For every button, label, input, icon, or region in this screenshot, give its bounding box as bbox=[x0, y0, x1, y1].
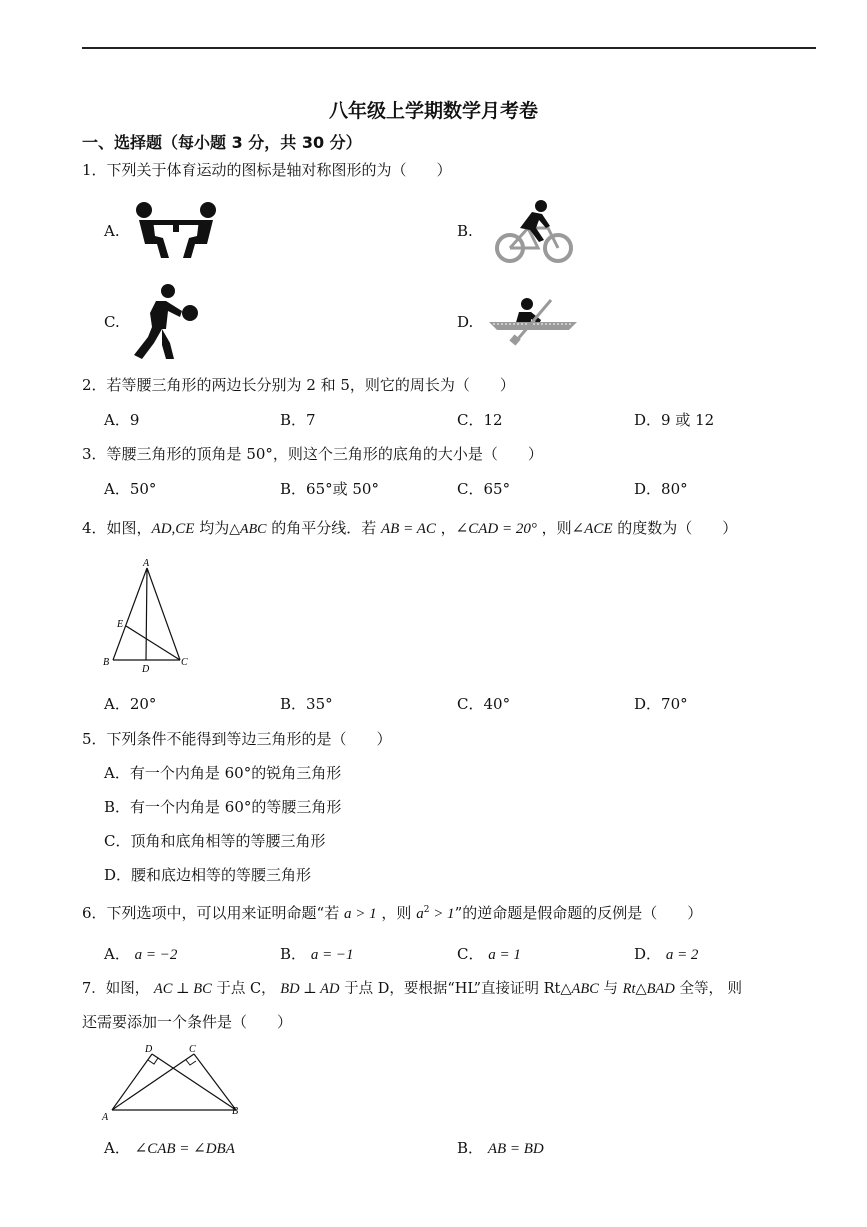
rowing-icon bbox=[487, 296, 579, 348]
q6-option-d bbox=[634, 943, 698, 964]
q5-option-b: B．有一个内角是 60°的等腰三角形 bbox=[104, 798, 342, 816]
q4-stem-prefix: 4．如图， bbox=[82, 519, 152, 537]
q4-stem-mid1: 均为 bbox=[194, 519, 230, 537]
question-1-stem: 1．下列关于体育运动的图标是轴对称图形的为（ ） bbox=[82, 161, 452, 179]
q7-math-3: △ABC bbox=[560, 981, 599, 997]
question-5-stem: 5．下列条件不能得到等边三角形的是（ ） bbox=[82, 730, 392, 748]
q7-text-4: 全等， 则 bbox=[674, 981, 743, 997]
ball-throw-icon bbox=[130, 283, 202, 361]
q4-stem-mid2: 的角平分线．若 bbox=[266, 519, 382, 537]
question-2-stem: 2．若等腰三角形的两边长分别为 2 和 5，则它的周长为（ ） bbox=[82, 376, 515, 394]
q6-stem-mid: ，则 bbox=[381, 904, 412, 922]
cycling-icon bbox=[492, 198, 576, 268]
q6-stem-prefix: 6．下列选项中，可以用来证明命题“若 bbox=[82, 904, 340, 922]
q7-text-1: 于点 C， bbox=[211, 981, 276, 997]
q2-option-b: B．7 bbox=[280, 411, 316, 429]
q6-math-cond2-rest: > 1 bbox=[429, 906, 455, 922]
q6-option-b bbox=[280, 943, 354, 964]
q6-option-d-math: a = 2 bbox=[665, 947, 699, 963]
q1-option-a-label: A. bbox=[104, 222, 120, 240]
q4-label-b: B bbox=[103, 657, 110, 668]
q6-option-c bbox=[457, 943, 521, 964]
q6-stem-suffix: ”的逆命题是假命题的反例是（ ） bbox=[454, 904, 703, 922]
page-title: 八年级上学期数学月考卷 bbox=[328, 100, 538, 122]
q7-math-1: AC ⊥ BC bbox=[153, 981, 212, 997]
q7-label-c: C bbox=[189, 1044, 196, 1055]
q7-math-4: Rt△BAD bbox=[622, 981, 675, 997]
q7-label-a: A bbox=[102, 1112, 109, 1123]
q7-option-a-label: A． bbox=[104, 1139, 130, 1157]
q6-option-a-math: a = −2 bbox=[134, 947, 178, 963]
q6-math-cond1: a > 1 bbox=[344, 906, 377, 922]
q7-label-d: D bbox=[145, 1044, 153, 1055]
q4-option-a: A．20° bbox=[104, 695, 157, 713]
q7-option-a-math: ∠CAB = ∠DBA bbox=[134, 1141, 235, 1157]
question-6-stem bbox=[82, 902, 702, 923]
q2-option-a: A．9 bbox=[104, 411, 140, 429]
q4-option-c: C．40° bbox=[457, 695, 511, 713]
q7-stem-prefix: 7．如图， bbox=[82, 981, 150, 997]
q5-option-d: D．腰和底边相等的等腰三角形 bbox=[104, 866, 312, 884]
q4-math-eq1: AB = AC bbox=[381, 521, 436, 537]
q7-text-2: 于点 D，要根据“HL”直接证明 Rt bbox=[339, 981, 561, 997]
q7-figure bbox=[98, 1040, 248, 1124]
q5-option-a: A．有一个内角是 60°的锐角三角形 bbox=[104, 764, 342, 782]
q1-option-c-label: C. bbox=[104, 313, 120, 331]
q4-triangle-figure bbox=[100, 556, 196, 676]
q6-option-c-math: a = 1 bbox=[488, 947, 521, 963]
q4-label-c: C bbox=[181, 657, 188, 668]
q4-label-d: D bbox=[142, 664, 150, 675]
q6-option-a-label: A． bbox=[104, 945, 130, 963]
q2-option-c: C．12 bbox=[457, 411, 503, 429]
q6-option-d-label: D． bbox=[634, 945, 662, 963]
question-4-stem bbox=[82, 517, 737, 538]
q4-stem-suffix: 的度数为（ ） bbox=[612, 519, 738, 537]
q6-math-cond2-exp: 2 bbox=[423, 905, 430, 915]
q5-option-c: C．顶角和底角相等的等腰三角形 bbox=[104, 832, 326, 850]
question-7-stem bbox=[82, 977, 742, 998]
q7-label-b: B bbox=[232, 1106, 239, 1117]
tug-of-war-icon bbox=[133, 200, 219, 262]
question-7-line2: 还需要添加一个条件是（ ） bbox=[82, 1013, 293, 1031]
q4-math-eq2: ∠CAD = 20° bbox=[455, 521, 537, 537]
q4-math-ad-ce: AD,CE bbox=[151, 521, 195, 537]
question-3-stem: 3．等腰三角形的顶角是 50°，则这个三角形的底角的大小是（ ） bbox=[82, 445, 543, 463]
q4-math-angle: ∠ACE bbox=[571, 521, 613, 537]
q4-stem-mid4: ，则 bbox=[536, 519, 572, 537]
q7-math-2: BD ⊥ AD bbox=[280, 981, 340, 997]
q6-option-a bbox=[104, 943, 177, 964]
q4-stem-mid3: ， bbox=[435, 519, 456, 537]
q2-option-d: D．9 或 12 bbox=[634, 411, 715, 429]
q4-option-d: D．70° bbox=[634, 695, 688, 713]
q4-label-e: E bbox=[117, 619, 124, 630]
header-rule bbox=[82, 47, 816, 49]
q7-text-3: 与 bbox=[598, 981, 623, 997]
q1-option-d-label: D. bbox=[457, 313, 474, 331]
q3-option-c: C．65° bbox=[457, 480, 511, 498]
q7-option-a bbox=[104, 1137, 235, 1158]
q7-option-b bbox=[457, 1137, 544, 1158]
q4-label-a: A bbox=[143, 558, 150, 569]
q6-option-b-label: B． bbox=[280, 945, 307, 963]
q4-option-b: B．35° bbox=[280, 695, 333, 713]
q4-math-triangle: △ABC bbox=[229, 522, 267, 537]
q6-option-c-label: C． bbox=[457, 945, 484, 963]
q7-option-b-math: AB = BD bbox=[487, 1141, 544, 1157]
q3-option-a: A．50° bbox=[104, 480, 157, 498]
q3-option-b: B．65°或 50° bbox=[280, 480, 379, 498]
q3-option-d: D．80° bbox=[634, 480, 688, 498]
section-heading: 一、选择题（每小题 3 分，共 30 分） bbox=[82, 133, 362, 152]
q1-option-b-label: B. bbox=[457, 222, 473, 240]
q7-option-b-label: B． bbox=[457, 1139, 484, 1157]
q6-math-cond2-base: a bbox=[416, 906, 424, 922]
q6-option-b-math: a = −1 bbox=[310, 947, 354, 963]
